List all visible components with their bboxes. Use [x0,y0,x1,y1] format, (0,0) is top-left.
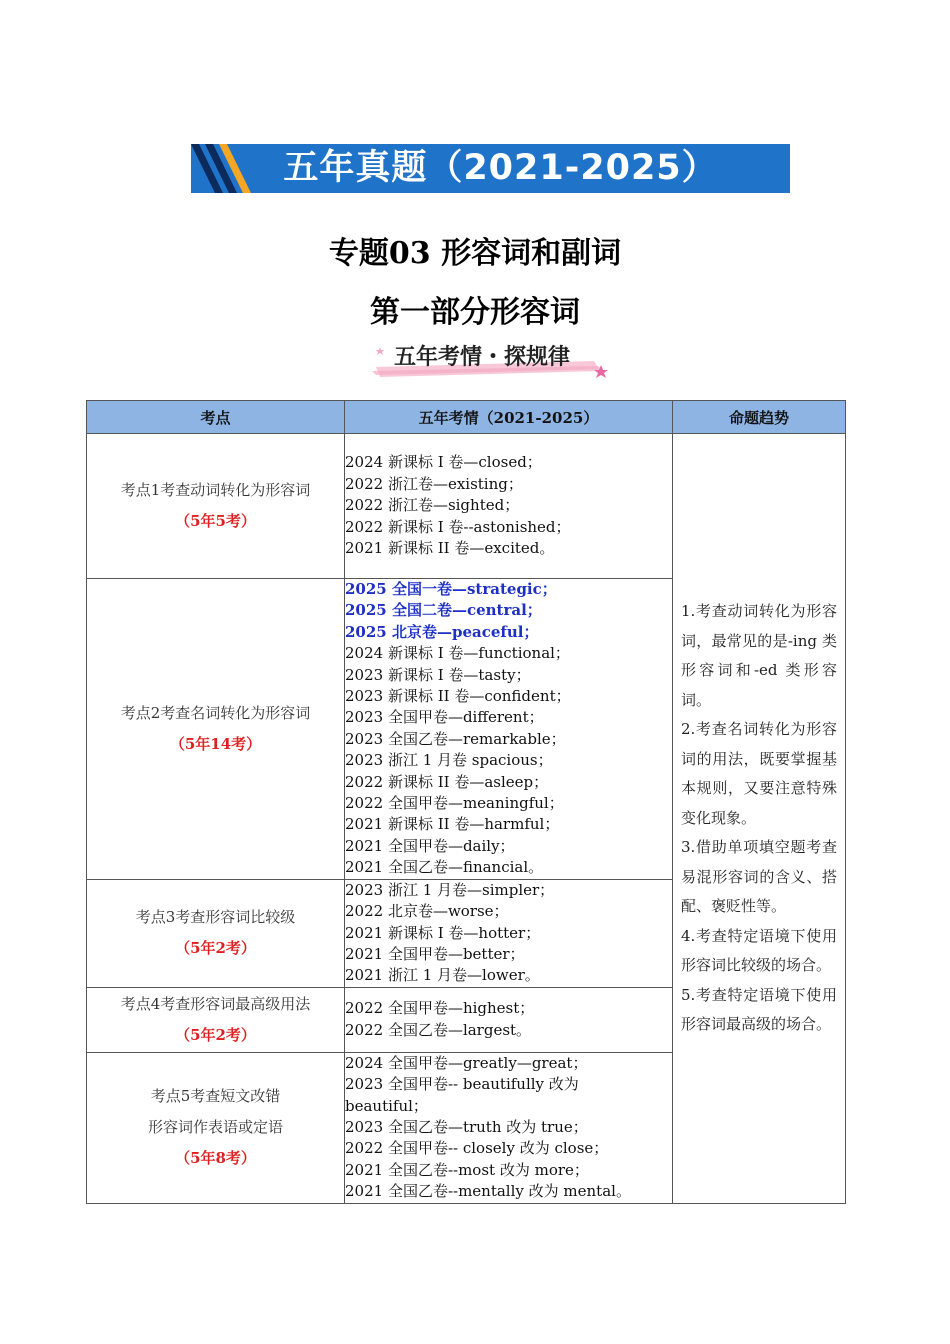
trend-item: 4.考查特定语境下使用形容词比较级的场合。 [681,926,837,975]
subtitle-text: 五年考情・探规律 [393,345,570,370]
exam-item: 2023 全国甲卷-- beautifully 改为 [345,1075,579,1094]
header-trend: 命题趋势 [673,401,846,434]
exam-item: 2021 全国乙卷—financial。 [345,858,544,877]
trend-item: 2.考查名词转化为形容词的用法，既要掌握基本规则，又要注意特殊变化现象。 [681,720,837,827]
exam-items-cell [345,579,673,880]
exam-item: 2022 全国乙卷—largest。 [345,1020,532,1039]
exam-item: 2022 北京卷—worse； [345,902,509,921]
exam-item: 2023 新课标 I 卷—tasty； [345,665,531,684]
exam-item: 2023 新课标 II 卷—confident； [345,687,571,706]
exam-item: 2024 全国甲卷—greatly—great； [345,1053,588,1072]
exam-point-name: 考点3考查形容词比较级 [135,908,296,927]
exam-item: 2023 浙江 1 月卷 spacious； [345,751,553,770]
header-five-year: 五年考情（2021-2025） [345,401,673,434]
exam-item: 2021 浙江 1 月卷—lower。 [345,966,540,985]
exam-item: 2021 全国乙卷--most 改为 more； [345,1160,589,1179]
exam-item: 2022 浙江卷—existing； [345,474,523,493]
exam-item: 2021 新课标 II 卷—excited。 [345,539,555,558]
exam-item: 2024 新课标 I 卷—functional； [345,644,570,663]
exam-item: 2024 新课标 I 卷—closed； [345,453,542,472]
exam-point-name-line2: 形容词作表语或定语 [147,1118,283,1137]
exam-item: 2022 全国甲卷—highest； [345,999,535,1018]
exam-point-name: 考点2考查名词转化为形容词 [120,703,311,722]
exam-point-cell [87,434,345,579]
exam-item: 2021 全国甲卷—daily； [345,836,515,855]
table-row [87,434,846,579]
exam-item: 2022 浙江卷—sighted； [345,496,520,515]
exam-item: 2023 全国乙卷—remarkable； [345,729,566,748]
exam-items-cell [345,987,673,1052]
exam-item: 2021 新课标 I 卷—hotter； [345,923,541,942]
exam-item: 2021 全国乙卷--mentally 改为 mental。 [345,1182,631,1201]
exam-point-cell [87,879,345,987]
exam-point-name: 考点1考查动词转化为形容词 [120,481,311,499]
exam-point-name: 考点4考查形容词最高级用法 [120,994,311,1013]
exam-count: （5年2考） [175,1025,256,1044]
subtitle-badge [372,341,612,381]
trend-item: 3.借助单项填空题考查易混形容词的含义、搭配、褒贬性等。 [681,838,837,916]
exam-item: 2023 全国乙卷—truth 改为 true； [345,1118,588,1137]
exam-item-highlighted: 2025 全国二卷—central； [345,601,542,620]
exam-items-cell [345,879,673,987]
exam-point-cell [87,579,345,880]
trend-item: 5.考查特定语境下使用形容词最高级的场合。 [681,985,837,1034]
exam-count: （5年5考） [175,512,256,530]
exam-point-name: 考点5考查短文改错 [150,1087,281,1106]
exam-point-cell [87,987,345,1052]
exam-item: 2021 全国甲卷—better； [345,944,525,963]
exam-items-cell [345,434,673,579]
trend-cell [673,434,846,1204]
topic-title: 专题03 形容词和副词 [328,236,622,271]
exam-count: （5年8考） [175,1149,256,1168]
exam-item: 2023 浙江 1 月卷—simpler； [345,880,555,899]
part-title: 第一部分形容词 [370,295,580,330]
banner-title: 五年真题（2021-2025） [283,148,718,188]
exam-item: 2022 全国甲卷—meaningful； [345,794,564,813]
title-banner [191,144,790,193]
exam-analysis-table [86,400,846,1204]
exam-item: 2021 新课标 II 卷—harmful； [345,815,560,834]
exam-item: 2023 全国甲卷—different； [345,708,544,727]
exam-item-highlighted: 2025 全国一卷—strategic； [345,580,557,598]
exam-item-highlighted: 2025 北京卷—peaceful； [345,622,539,641]
exam-item: 2022 新课标 II 卷—asleep； [345,772,549,791]
trend-item: 1.考查动词转化为形容词，最常见的是-ing 类形容词和-ed 类形容词。 [681,602,837,709]
exam-count: （5年14考） [169,734,262,753]
exam-count: （5年2考） [175,939,256,958]
exam-item: 2022 全国甲卷-- closely 改为 close； [345,1139,609,1158]
exam-items-cell [345,1052,673,1203]
exam-point-cell [87,1052,345,1203]
header-exam-point: 考点 [87,401,345,434]
exam-item: 2022 新课标 I 卷--astonished； [345,517,571,536]
exam-item: beautiful； [345,1096,428,1115]
